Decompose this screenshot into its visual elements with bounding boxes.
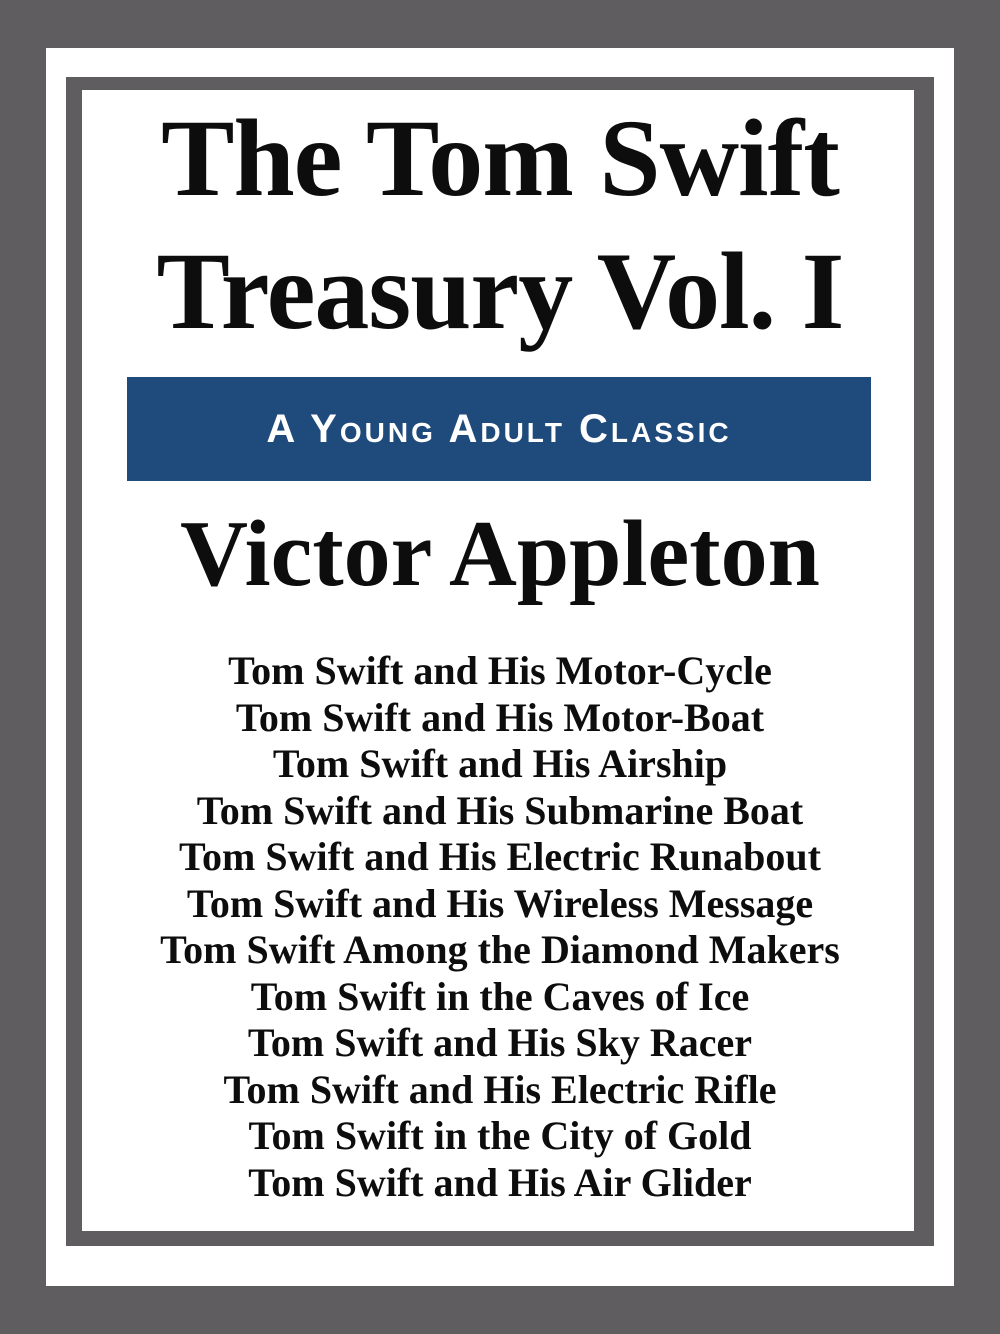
list-item: Tom Swift in the City of Gold <box>248 1113 752 1158</box>
author-name: Victor Appleton <box>180 502 820 606</box>
book-title-line-1: The Tom Swift <box>161 97 839 219</box>
list-item: Tom Swift and His Sky Racer <box>247 1020 753 1065</box>
list-item: Tom Swift Among the Diamond Makers <box>160 927 840 972</box>
book-title-line-2: Treasury Vol. I <box>156 230 844 352</box>
list-item: Tom Swift and His Submarine Boat <box>196 787 804 833</box>
series-banner-text: A Young Adult Classic <box>266 406 732 451</box>
list-item: Tom Swift and His Electric Runabout <box>179 834 821 879</box>
list-item: Tom Swift and His Wireless Message <box>186 880 814 926</box>
list-item: Tom Swift in the Caves of Ice <box>250 973 750 1019</box>
list-item: Tom Swift and His Motor-Boat <box>235 694 765 740</box>
contents-list <box>0 648 1000 1206</box>
list-item: Tom Swift and His Electric Rifle <box>223 1066 777 1112</box>
list-item: Tom Swift and His Air Glider <box>248 1159 752 1205</box>
list-item: Tom Swift and His Airship <box>272 741 728 786</box>
series-banner <box>127 377 871 481</box>
list-item: Tom Swift and His Motor-Cycle <box>228 648 772 693</box>
